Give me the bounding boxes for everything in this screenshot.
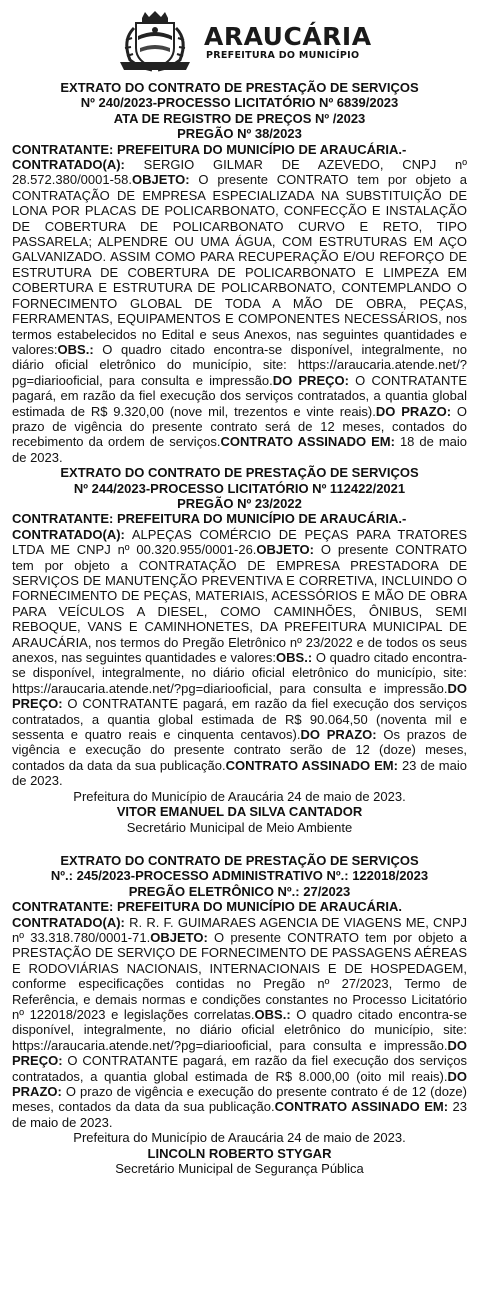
assinado-text: 23 de maio de 2023. xyxy=(12,1099,467,1130)
title-line: EXTRATO DO CONTRATO DE PRESTAÇÃO DE SERVIÇOS xyxy=(60,465,419,481)
contratado-label: CONTRATADO(A): xyxy=(12,157,125,173)
prazo-label: DO PRAZO: xyxy=(300,727,377,743)
extract-title xyxy=(12,853,467,899)
objeto-text: O presente CONTRATO tem por objeto a CONTRATAÇÃO DE EMPRESA ESPECIALIZADA NA SUBSTITUIÇÃO DE LONA POR PLACAS DE POLICARBONATO, CONFECÇÃO E INSTALAÇÃO DE COBERTURA DE POLICARBONATO CURVO E RETO, TIPO PASSARELA; ALPENDRE OU UMA ÁGUA, COM ESTRUTURAS EM AÇO GALVANIZADO. ASSIM COMO PARA RECUPERAÇÃO E/OU REFORÇO DE ESTRUTURA DE COBERTURA DE POLICARBONATO E LIMPEZA EM COBERTURA E ESTRUTURA DE POLICARBONATO, CONTEMPLANDO O FORNECIMENTO GLOBAL DE TODA A MÃO DE OBRA, PEÇAS, FERRAMENTAS, EQUIPAMENTOS E COMPONENTES NECESSÁRIOS, nos termos estabelecidos no Edital e seus Anexos, nas seguintes quantidades e valores: xyxy=(12,172,467,357)
assinado-text: 18 de maio de 2023. xyxy=(12,434,468,465)
obs-text: O quadro citado encontra-se disponível, integralmente, no diário oficial eletrônico do município, site: https://araucaria.atende.net/?pg=diariooficial, para consulta e impressão. xyxy=(12,1006,467,1053)
contratante-line: CONTRATANTE: PREFEITURA DO MUNICÍPIO DE ARAUCÁRIA. xyxy=(12,899,402,915)
assinado-label: CONTRATO ASSINADO EM: xyxy=(225,757,398,773)
preco-label: DO PREÇO: xyxy=(272,372,349,388)
brand-subtitle: PREFEITURA DO MUNICÍPIO xyxy=(206,50,360,61)
preco-text: O CONTRATANTE pagará, em razão da fiel execução dos serviços contratados, a quantia global estimada de R$ 90.064,50 (noventa mil e sessenta e quatro reais e cinquenta centavos). xyxy=(12,696,467,743)
objeto-label: OBJETO: xyxy=(132,172,190,188)
coat-of-arms-logo xyxy=(112,10,198,74)
preco-label: DO PREÇO: xyxy=(12,680,467,712)
contratado-label: CONTRATADO(A): xyxy=(12,526,125,542)
signatory-role: Secretário Municipal de Meio Ambiente xyxy=(126,819,353,835)
signature-place-date: Prefeitura do Município de Araucária 24 de maio de 2023. xyxy=(73,788,406,804)
objeto-text: O presente CONTRATO tem por objeto a PRESTAÇÃO DE SERVIÇO DE FORNECIMENTO DE PASSAGENS AÉREAS E RODOVIÁRIAS NACIONAIS, INTERNACIONAIS E DE HOSPEDAGEM, conforme especificações contidas no Pregão nº 27/2023, Termo de Referência, e demais normas e condições constantes no Processo Licitatório nº 122018/2023 e legislações correlatas. xyxy=(12,929,467,1022)
objeto-label: OBJETO: xyxy=(150,929,208,945)
contratante-line: CONTRATANTE: PREFEITURA DO MUNICÍPIO DE ARAUCÁRIA.- xyxy=(12,141,407,157)
contratado-label: CONTRATADO(A): xyxy=(12,914,125,930)
title-line: PREGÃO Nº 38/2023 xyxy=(177,126,302,142)
extract-body xyxy=(12,527,467,789)
obs-label: OBS.: xyxy=(276,650,313,666)
contratado-text: ALPEÇAS COMÉRCIO DE PEÇAS PARA TRATORES LTDA ME CNPJ nº 00.320.955/0001-26. xyxy=(12,526,467,558)
masthead xyxy=(112,10,382,74)
objeto-label: OBJETO: xyxy=(256,542,314,558)
obs-text: O quadro citado encontra-se disponível, integralmente, no diário oficial eletrônico do município, site: https://araucaria.atende.net/?pg=diariooficial, para consulta e impressão. xyxy=(12,650,467,696)
brand-name: ARAUCÁRIA xyxy=(204,22,372,51)
obs-label: OBS.: xyxy=(57,341,94,357)
title-line: EXTRATO DO CONTRATO DE PRESTAÇÃO DE SERVIÇOS xyxy=(60,80,419,95)
assinado-label: CONTRATO ASSINADO EM: xyxy=(274,1099,449,1115)
title-line: ATA DE REGISTRO DE PREÇOS Nº /2023 xyxy=(113,110,366,126)
preco-label: DO PREÇO: xyxy=(12,1037,467,1069)
title-line: PREGÃO ELETRÔNICO Nº.: 27/2023 xyxy=(128,883,351,899)
title-line: PREGÃO Nº 23/2022 xyxy=(177,495,302,511)
preco-text: O CONTRATANTE pagará, em razão da fiel execução dos serviços contratados, a quantia global estimada de R$ 9.320,00 (nove mil, trezentos e vinte reais). xyxy=(12,372,468,419)
contract-extract-245 xyxy=(12,853,467,1177)
section-spacer xyxy=(12,835,467,853)
contratado-text: SERGIO GILMAR DE AZEVEDO, CNPJ nº 28.572.380/0001-58. xyxy=(12,157,467,188)
assinado-label: CONTRATO ASSINADO EM: xyxy=(220,434,395,450)
objeto-text: O presente CONTRATO tem por objeto a CONTRATAÇÃO DE EMPRESA PRESTADORA DE SERVIÇOS DE MANUTENÇÃO PREVENTIVA E CORRETIVA, INCLUINDO O FORNECIMENTO DE PEÇAS, MATERIAIS, ACESSÓRIOS E MÃO DE OBRA PARA VEÍCULOS A DIESEL, COMO CAMINHÕES, ÔNIBUS, SEMI REBOQUE, VANS E CAMINHONETES, DA PREFEITURA MUNICIPAL DE ARAUCÁRIA, nos termos do Pregão Eletrônico nº 23/2022 e de todos os seus anexos, nas seguintes quantidades e valores: xyxy=(12,542,468,666)
prazo-label: DO PRAZO: xyxy=(375,403,452,419)
extract-body xyxy=(12,915,467,1131)
title-line: Nº 240/2023-PROCESSO LICITATÓRIO Nº 6839/2023 xyxy=(80,95,399,111)
prazo-text: Os prazos de vigência e execução do presente contrato serão de 12 (doze) meses, contados da data da sua publicação. xyxy=(12,727,467,773)
contract-extract-240 xyxy=(12,80,467,465)
official-gazette-page xyxy=(12,80,467,1176)
title-line: Nº 244/2023-PROCESSO LICITATÓRIO Nº 112422/2021 xyxy=(73,480,406,496)
contract-extract-244 xyxy=(12,465,467,835)
title-line: Nº.: 245/2023-PROCESSO ADMINISTRATIVO Nº.: 122018/2023 xyxy=(50,868,429,884)
prazo-text: O prazo de vigência e execução do presente contrato é de 12 (doze) meses, contados da data da sua publicação. xyxy=(12,1084,467,1115)
preco-text: O CONTRATANTE pagará, em razão da fiel execução dos serviços contratados, a quantia global estimada de R$ 8.000,00 (oito mil reais). xyxy=(12,1053,467,1084)
prazo-text: O prazo de vigência do presente contrato será de 12 meses, contados do recebimento da ordem de serviços. xyxy=(12,403,467,450)
extract-body xyxy=(12,157,467,465)
obs-text: O quadro citado encontra-se disponível, integralmente, no diário oficial eletrônico do município, site: https://araucaria.atende.net/?pg=diariooficial, para consulta e impressão. xyxy=(12,341,467,388)
prazo-label: DO PRAZO: xyxy=(12,1068,467,1099)
signature-place-date: Prefeitura do Município de Araucária 24 de maio de 2023. xyxy=(73,1130,406,1146)
extract-title xyxy=(12,465,467,511)
contratado-text: R. R. F. GUIMARAES AGENCIA DE VIAGENS ME, CNPJ nº 33.318.780/0001-71. xyxy=(12,914,467,945)
title-line: EXTRATO DO CONTRATO DE PRESTAÇÃO DE SERVIÇOS xyxy=(60,852,419,868)
obs-label: OBS.: xyxy=(254,1006,291,1022)
contratante-line: CONTRATANTE: PREFEITURA DO MUNICÍPIO DE ARAUCÁRIA.- xyxy=(12,511,407,527)
signatory-name: LINCOLN ROBERTO STYGAR xyxy=(147,1145,332,1161)
signatory-role: Secretário Municipal de Segurança Pública xyxy=(115,1161,364,1177)
assinado-text: 23 de maio de 2023. xyxy=(12,757,467,789)
extract-title xyxy=(12,80,467,142)
signatory-name: VITOR EMANUEL DA SILVA CANTADOR xyxy=(116,804,363,820)
